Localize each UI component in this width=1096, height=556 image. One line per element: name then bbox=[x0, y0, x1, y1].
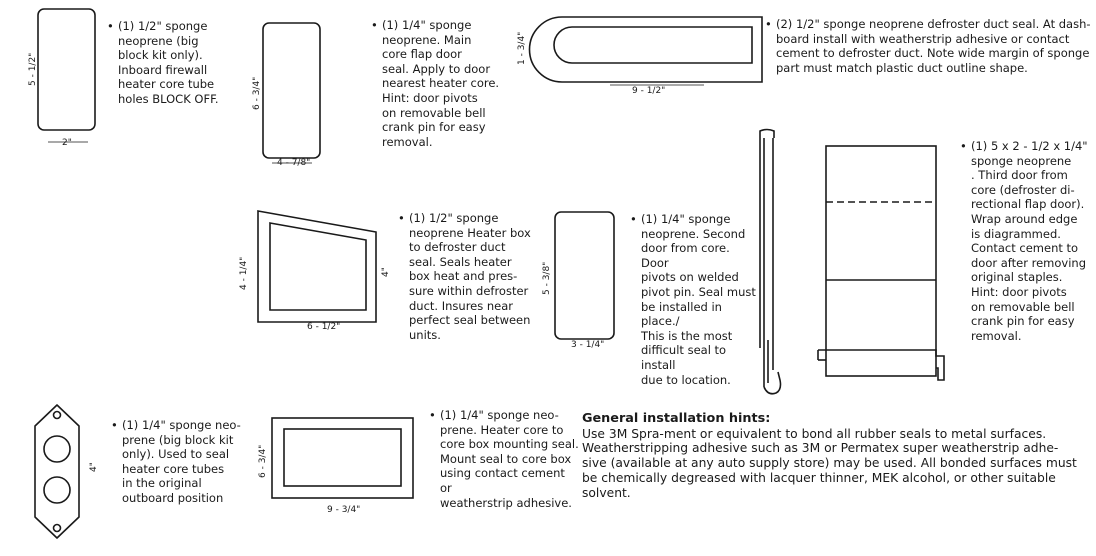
note-line: . Third door from bbox=[971, 168, 1068, 183]
part6-note: • (1) 5 x 2 - 1/2 x 1/4" sponge neoprene . Third door from core (defroster di- rectional flap door). Wrap around edge is diagrammed. Contact cement to door after removing original staples. Hint: door pivots on removable bell crank pin for easy removal. bbox=[971, 139, 1093, 343]
part7-plate bbox=[35, 405, 79, 538]
note-line: Weatherstripping adhesive such as 3M or Permatex super weatherstrip adhe- bbox=[582, 441, 1059, 456]
part3-duct-inner bbox=[554, 27, 752, 63]
note-line: seal. Seals heater bbox=[409, 254, 512, 269]
note-line: only). Used to seal bbox=[122, 447, 230, 462]
note-line: on removable bell bbox=[971, 299, 1075, 314]
part7-side-dim: 4" bbox=[89, 462, 99, 472]
part2-height-dim: 6 - 3/4" bbox=[252, 76, 262, 110]
part8-height-dim: 6 - 3/4" bbox=[258, 444, 268, 478]
note-line: Contact cement to bbox=[971, 241, 1079, 256]
note-line: (1) 1/4" sponge bbox=[382, 18, 472, 32]
note-line: box heat and pres- bbox=[409, 269, 518, 284]
note-line: removal. bbox=[971, 328, 1022, 343]
note-line: prene (big block kit bbox=[122, 432, 234, 447]
note-line: sure within defroster bbox=[409, 283, 529, 298]
part7-note: • (1) 1/4" sponge neo- prene (big block kit only). Used to seal heater core tubes in the original outboard position bbox=[122, 418, 262, 506]
part3-note: • (2) 1/2" sponge neoprene defroster duct seal. At dash- board install with weatherstrip adhesive or contact cement to defroster duct. Note wide margin of sponge part must match plastic duct outline shape. bbox=[765, 17, 1091, 75]
note-line: is diagrammed. bbox=[971, 226, 1061, 241]
note-line: nearest heater core. bbox=[382, 76, 500, 91]
note-line: core flap door bbox=[382, 47, 462, 62]
part5-height-dim: 5 - 3/8" bbox=[542, 261, 552, 295]
note-line: prene. Heater core to bbox=[440, 422, 564, 437]
note-line: door after removing bbox=[971, 255, 1086, 270]
note-line: neoprene. Second bbox=[641, 226, 746, 241]
part4-box-seal bbox=[258, 211, 376, 322]
note-line: Use 3M Spra-ment or equivalent to bond all rubber seals to metal surfaces. bbox=[582, 426, 1047, 441]
note-line: core box mounting seal. bbox=[440, 437, 579, 452]
note-line: heater core tube bbox=[118, 77, 215, 92]
note-line: door from core. Door bbox=[641, 241, 730, 270]
part8-note: • (1) 1/4" sponge neo- prene. Heater core to core box mounting seal. Mount seal to core box using contact cement or weatherstrip adhesive. bbox=[429, 408, 579, 510]
part1-height-dim: 5 - 1/2" bbox=[28, 52, 38, 86]
note-line: neoprene Heater box bbox=[409, 225, 531, 240]
part7-tube-hole-2 bbox=[44, 477, 70, 503]
note-line: Mount seal to core box bbox=[440, 451, 572, 466]
note-line: to defroster duct bbox=[409, 240, 506, 255]
note-line: original staples. bbox=[971, 270, 1063, 285]
note-line: neoprene. Main bbox=[382, 32, 472, 47]
note-line: crank pin for easy bbox=[971, 314, 1075, 329]
part3-height-dim: 1 - 3/4" bbox=[517, 31, 527, 65]
note-line: (1) 5 x 2 - 1/2 x 1/4" bbox=[971, 139, 1088, 153]
note-line: due to location. bbox=[641, 372, 731, 387]
note-line: Hint: door pivots bbox=[971, 284, 1067, 299]
part4-box-inner bbox=[270, 223, 366, 310]
part5-width-dim: 3 - 1/4" bbox=[571, 340, 605, 350]
part2-seal bbox=[263, 23, 320, 158]
part4-side-dim: 4" bbox=[381, 267, 391, 277]
note-line: (1) 1/2" sponge bbox=[409, 211, 499, 225]
part7-hole-bottom bbox=[54, 525, 61, 532]
note-line: removal. bbox=[382, 134, 433, 149]
note-line: sponge neoprene bbox=[971, 153, 1072, 168]
note-line: (1) 1/2" sponge bbox=[118, 19, 208, 33]
note-line: board install with weatherstrip adhesive or contact bbox=[776, 31, 1070, 46]
note-line: in the original bbox=[122, 476, 202, 491]
note-line: outboard position bbox=[122, 490, 224, 505]
part3-width-dim: 9 - 1/2" bbox=[632, 86, 666, 96]
note-line: (1) 1/4" sponge neo- bbox=[440, 408, 559, 422]
part4-note: • (1) 1/2" sponge neoprene Heater box to defroster duct seal. Seals heater box heat and pres- sure within defroster duct. Insures near perfect seal between units. bbox=[409, 211, 534, 342]
note-line: heater core tubes bbox=[122, 461, 225, 476]
note-line: Hint: door pivots bbox=[382, 90, 478, 105]
note-line: rectional flap door). bbox=[971, 197, 1085, 212]
note-line: (1) 1/4" sponge bbox=[641, 212, 731, 226]
note-line: using contact cement or bbox=[440, 466, 565, 495]
part2-width-dim: 4 - 7/8" bbox=[277, 158, 311, 168]
part8-seal-inner bbox=[284, 429, 401, 486]
note-line: difficult seal to install bbox=[641, 343, 727, 372]
part7-tube-hole-1 bbox=[44, 436, 70, 462]
note-line: solvent. bbox=[582, 485, 631, 500]
note-line: crank pin for easy bbox=[382, 120, 486, 135]
part5-note: • (1) 1/4" sponge neoprene. Second door from core. Door pivots on welded pivot pin. Seal must be installed in place./ This is the most difficult seal to install due to location. bbox=[641, 212, 759, 387]
note-line: units. bbox=[409, 327, 441, 342]
part1-note: • (1) 1/2" sponge neoprene (big block kit only). Inboard firewall heater core tube holes BLOCK OFF. bbox=[118, 19, 233, 107]
general-installation-hints bbox=[582, 412, 1082, 500]
note-line: cement to defroster duct. Note wide margin of sponge bbox=[776, 46, 1090, 61]
note-line: pivots on welded bbox=[641, 270, 739, 285]
note-line: neoprene (big bbox=[118, 33, 199, 48]
note-line: Wrap around edge bbox=[971, 211, 1078, 226]
part4-width-dim: 6 - 1/2" bbox=[307, 322, 341, 332]
part1-width-dim: 2" bbox=[62, 138, 72, 148]
note-line: on removable bell bbox=[382, 105, 486, 120]
part2-note: • (1) 1/4" sponge neoprene. Main core flap door seal. Apply to door nearest heater core. Hint: door pivots on removable bell crank pin for easy removal. bbox=[382, 18, 507, 149]
part6-crank-pin bbox=[760, 130, 781, 394]
note-line: This is the most bbox=[641, 328, 733, 343]
note-line: sive (available at any auto supply store) may be used. All bonded surfaces must bbox=[582, 456, 1077, 471]
note-line: perfect seal between bbox=[409, 313, 531, 328]
hints-title: General installation hints: bbox=[582, 411, 771, 426]
part8-width-dim: 9 - 3/4" bbox=[327, 505, 361, 515]
part7-hole-top bbox=[54, 412, 61, 419]
part4-height-dim: 4 - 1/4" bbox=[239, 256, 249, 290]
note-line: holes BLOCK OFF. bbox=[118, 91, 219, 106]
note-line: be installed in place./ bbox=[641, 299, 722, 329]
note-line: weatherstrip adhesive. bbox=[440, 495, 572, 510]
note-line: part must match plastic duct outline shape. bbox=[776, 60, 1028, 75]
note-line: core (defroster di- bbox=[971, 182, 1075, 197]
note-line: (1) 1/4" sponge neo- bbox=[122, 418, 241, 432]
note-line: (2) 1/2" sponge neoprene defroster duct seal. At dash- bbox=[776, 17, 1091, 31]
note-line: pivot pin. Seal must bbox=[641, 284, 756, 299]
note-line: duct. Insures near bbox=[409, 298, 514, 313]
part6-flap-door bbox=[818, 146, 944, 380]
part5-seal bbox=[555, 212, 614, 339]
note-line: be chemically degreased with lacquer thinner, MEK alcohol, or other suitable bbox=[582, 470, 1056, 485]
part1-seal bbox=[38, 9, 95, 130]
note-line: seal. Apply to door bbox=[382, 61, 491, 76]
note-line: block kit only). bbox=[118, 48, 203, 63]
note-line: Inboard firewall bbox=[118, 62, 208, 77]
